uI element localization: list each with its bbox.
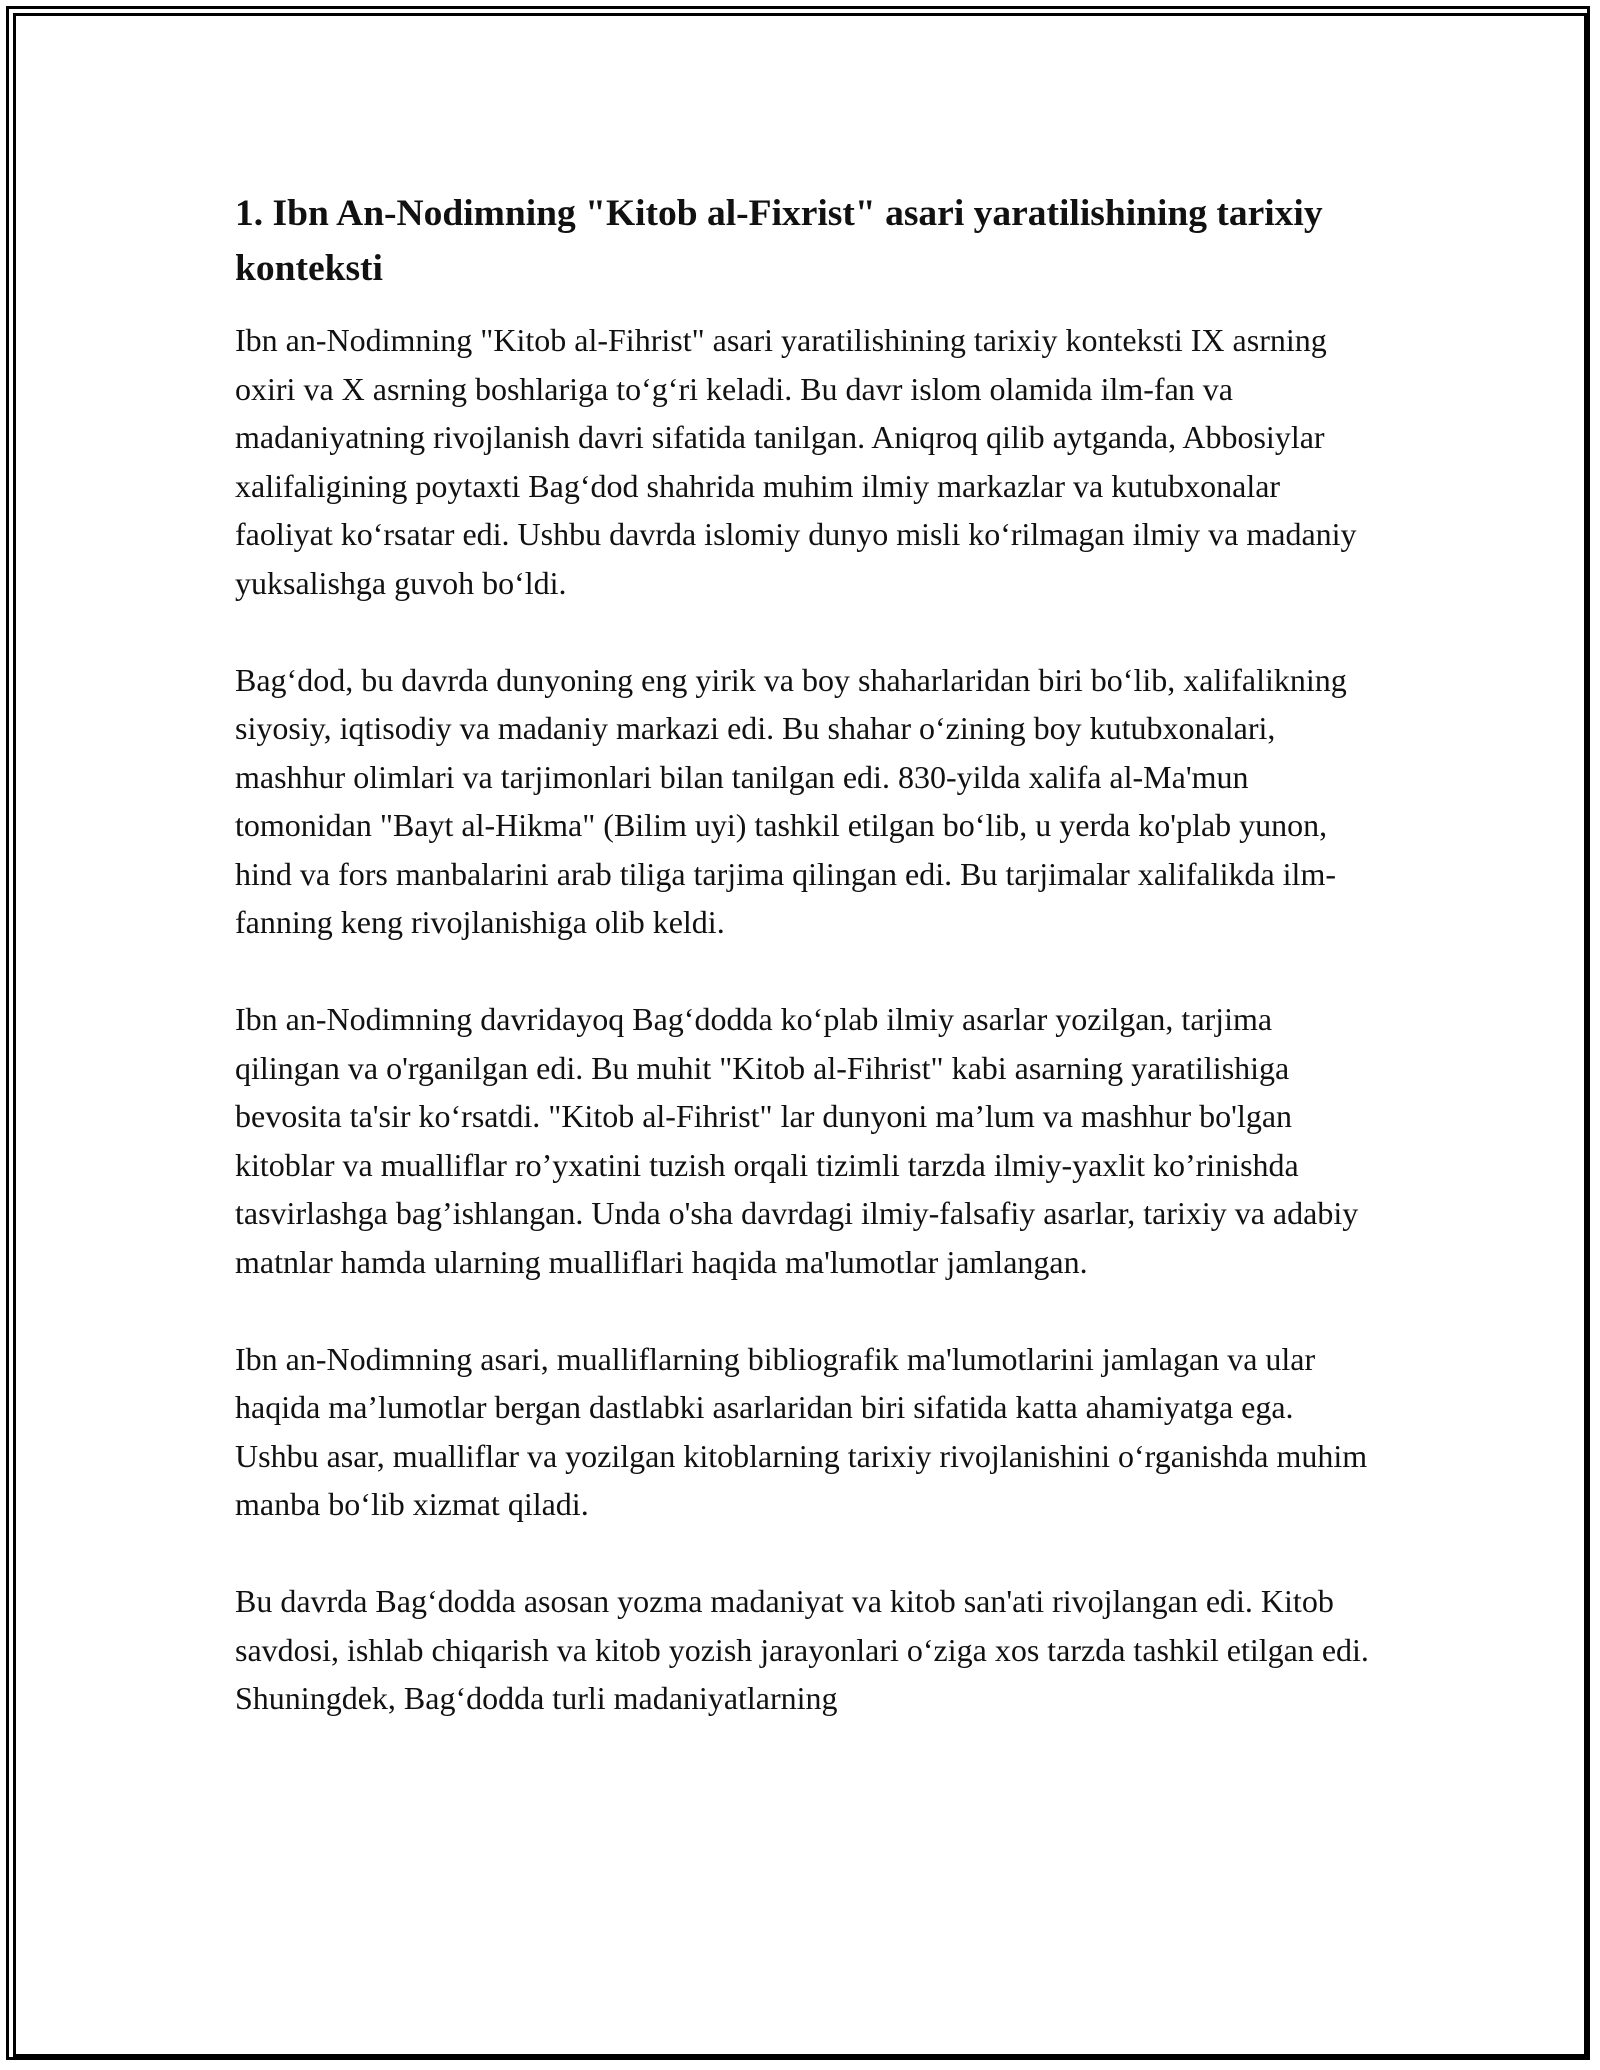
paragraph-4: Ibn an-Nodimning asari, mualliflarning bibliografik ma'lumotlarini jamlagan va ular haqida ma’lumotlar bergan dastlabki asarlaridan biri sifatida katta ahamiyatga ega. Ushbu asar, mualliflar va yozilgan kitoblarning tarixiy rivojlanishini o‘rganishda muhim manba bo‘lib xizmat qiladi. (235, 1340, 1368, 1522)
paragraph-5: Bu davrda Bag‘dodda asosan yozma madaniyat va kitob san'ati rivojlangan edi. Kitob savdosi, ishlab chiqarish va kitob yozish jarayonlari o‘ziga xos tarzda tashkil etilgan edi. Shuningdek, Bag‘dodda turli madaniyatlarning (235, 1583, 1369, 1716)
paragraph-2: Bag‘dod, bu davrda dunyoning eng yirik va boy shaharlaridan biri bo‘lib, xalifalikning siyosiy, iqtisodiy va madaniy markazi edi. Bu shahar o‘zining boy kutubxonalari, mashhur olimlari va tarjimonlari bilan tanilgan edi. 830-yilda xalifa al-Ma'mun tomonidan "Bayt al-Hikma" (Bilim uyi) tashkil etilgan bo‘lib, u yerda ko'plab yunon, hind va fors manbalarini arab tiliga tarjima qilingan edi. Bu tarjimalar xalifalikda ilm-fanning keng rivojlanishiga olib keldi. (235, 661, 1347, 940)
paragraph-1: Ibn an-Nodimning "Kitob al-Fihrist" asari yaratilishining tarixiy konteksti IX asrning oxiri va X asrning boshlariga to‘g‘ri keladi. Bu davr islom olamida ilm-fan va madaniyatning rivojlanish davri sifatida tanilgan. Aniqroq qilib aytganda, Abbosiylar xalifaligining poytaxti Bag‘dod shahrida muhim ilmiy markazlar va kutubxonalar faoliyat ko‘rsatar edi. Ushbu davrda islomiy dunyo misli ko‘rilmagan ilmiy va madaniy yuksalishga guvoh bo‘ldi. (235, 322, 1357, 601)
paragraph-3: Ibn an-Nodimning davridayoq Bag‘dodda ko‘plab ilmiy asarlar yozilgan, tarjima qilingan va o'rganilgan edi. Bu muhit "Kitob al-Fihrist" kabi asarning yaratilishiga bevosita ta'sir ko‘rsatdi. "Kitob al-Fihrist" lar dunyoni ma’lum va mashhur bo'lgan kitoblar va mualliflar ro’yxatini tuzish orqali tizimli tarzda ilmiy-yaxlit ko’rinishda tasvirlashga bag’ishlangan. Unda o'sha davrdagi ilmiy-falsafiy asarlar, tarixiy va adabiy matnlar hamda ularning mualliflari haqida ma'lumotlar jamlangan. (235, 1001, 1359, 1280)
section-heading: 1. Ibn An-Nodimning "Kitob al-Fixrist" asari yaratilishining tarixiy konteksti (235, 193, 1323, 289)
document-page (235, 186, 1375, 1771)
